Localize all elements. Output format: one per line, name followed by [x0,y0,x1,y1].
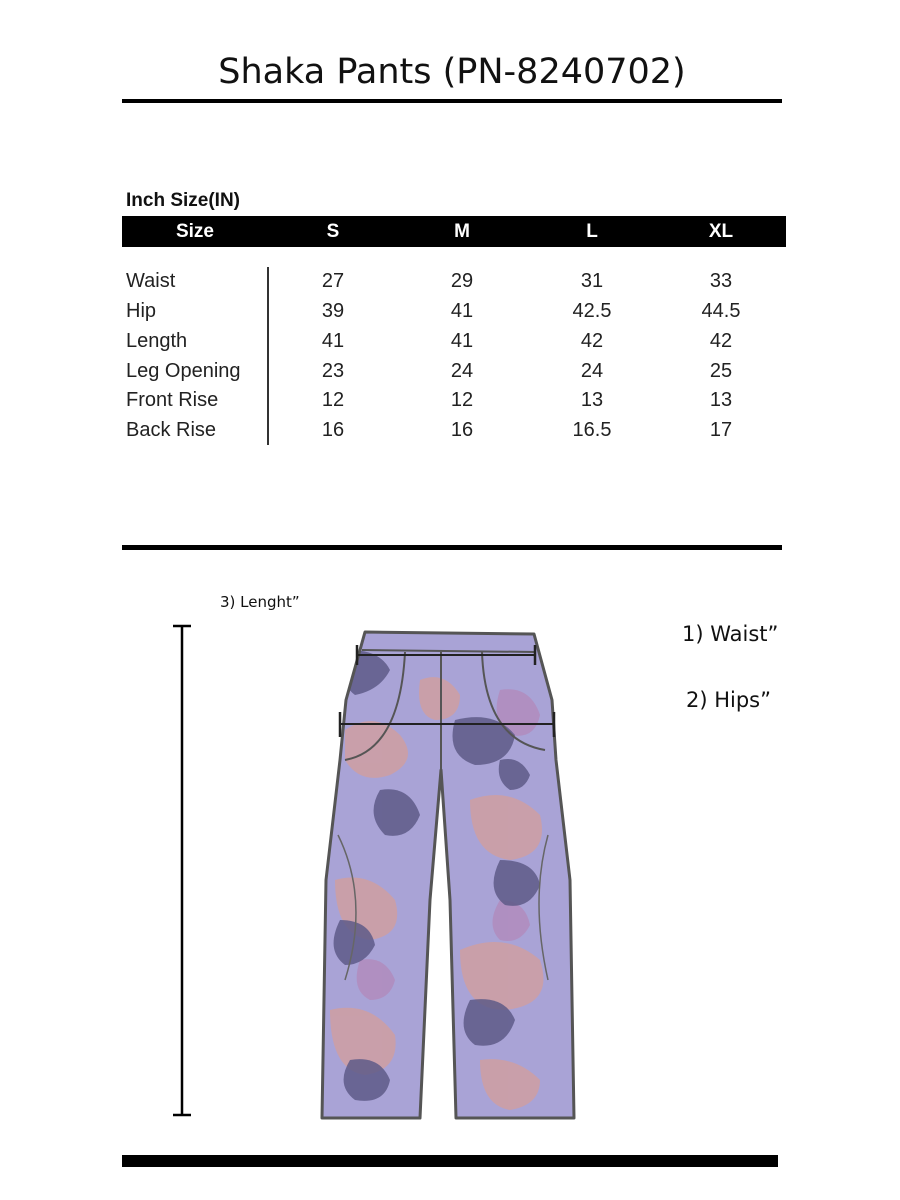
table-cell: 24 [580,360,604,382]
table-cell: 25 [709,360,733,382]
length-label: 3) Lenght” [220,593,300,611]
table-cell: 33 [709,270,733,292]
table-cell: 27 [321,270,345,292]
table-cell: 41 [450,330,474,352]
header-size-m: M [454,221,470,242]
pants-illustration [310,620,590,1130]
table-cell: 13 [580,389,604,411]
table-cell: 16.5 [572,419,612,441]
table-cell: 23 [321,360,345,382]
row-label-front-rise: Front Rise [126,389,219,411]
table-cell: 12 [321,389,345,411]
table-cell: 13 [709,389,733,411]
unit-label: Inch Size(IN) [126,190,241,211]
page-title: Shaka Pants (PN-8240702) [218,52,686,92]
row-label-leg-opening: Leg Opening [126,360,241,382]
row-label-back-rise: Back Rise [126,419,217,441]
length-measure-line [173,626,191,1115]
table-cell: 42.5 [572,300,612,322]
row-label-hip: Hip [126,300,157,322]
table-cell: 31 [580,270,604,292]
header-size-label: Size [175,221,215,242]
row-label-length: Length [126,330,188,352]
table-cell: 24 [450,360,474,382]
header-size-l: L [586,221,598,242]
table-cell: 16 [450,419,474,441]
table-cell: 42 [580,330,604,352]
table-cell: 39 [321,300,345,322]
bottom-rule [122,1155,778,1167]
table-cell: 16 [321,419,345,441]
table-cell: 12 [450,389,474,411]
header-size-xl: XL [708,221,734,242]
row-label-waist: Waist [126,270,176,292]
hips-label: 2) Hips” [686,688,772,712]
header-size-s: S [326,221,340,242]
table-cell: 41 [321,330,345,352]
table-cell: 42 [709,330,733,352]
table-cell: 29 [450,270,474,292]
table-cell: 41 [450,300,474,322]
table-cell: 44.5 [701,300,741,322]
table-cell: 17 [709,419,733,441]
waist-label: 1) Waist” [682,622,779,646]
